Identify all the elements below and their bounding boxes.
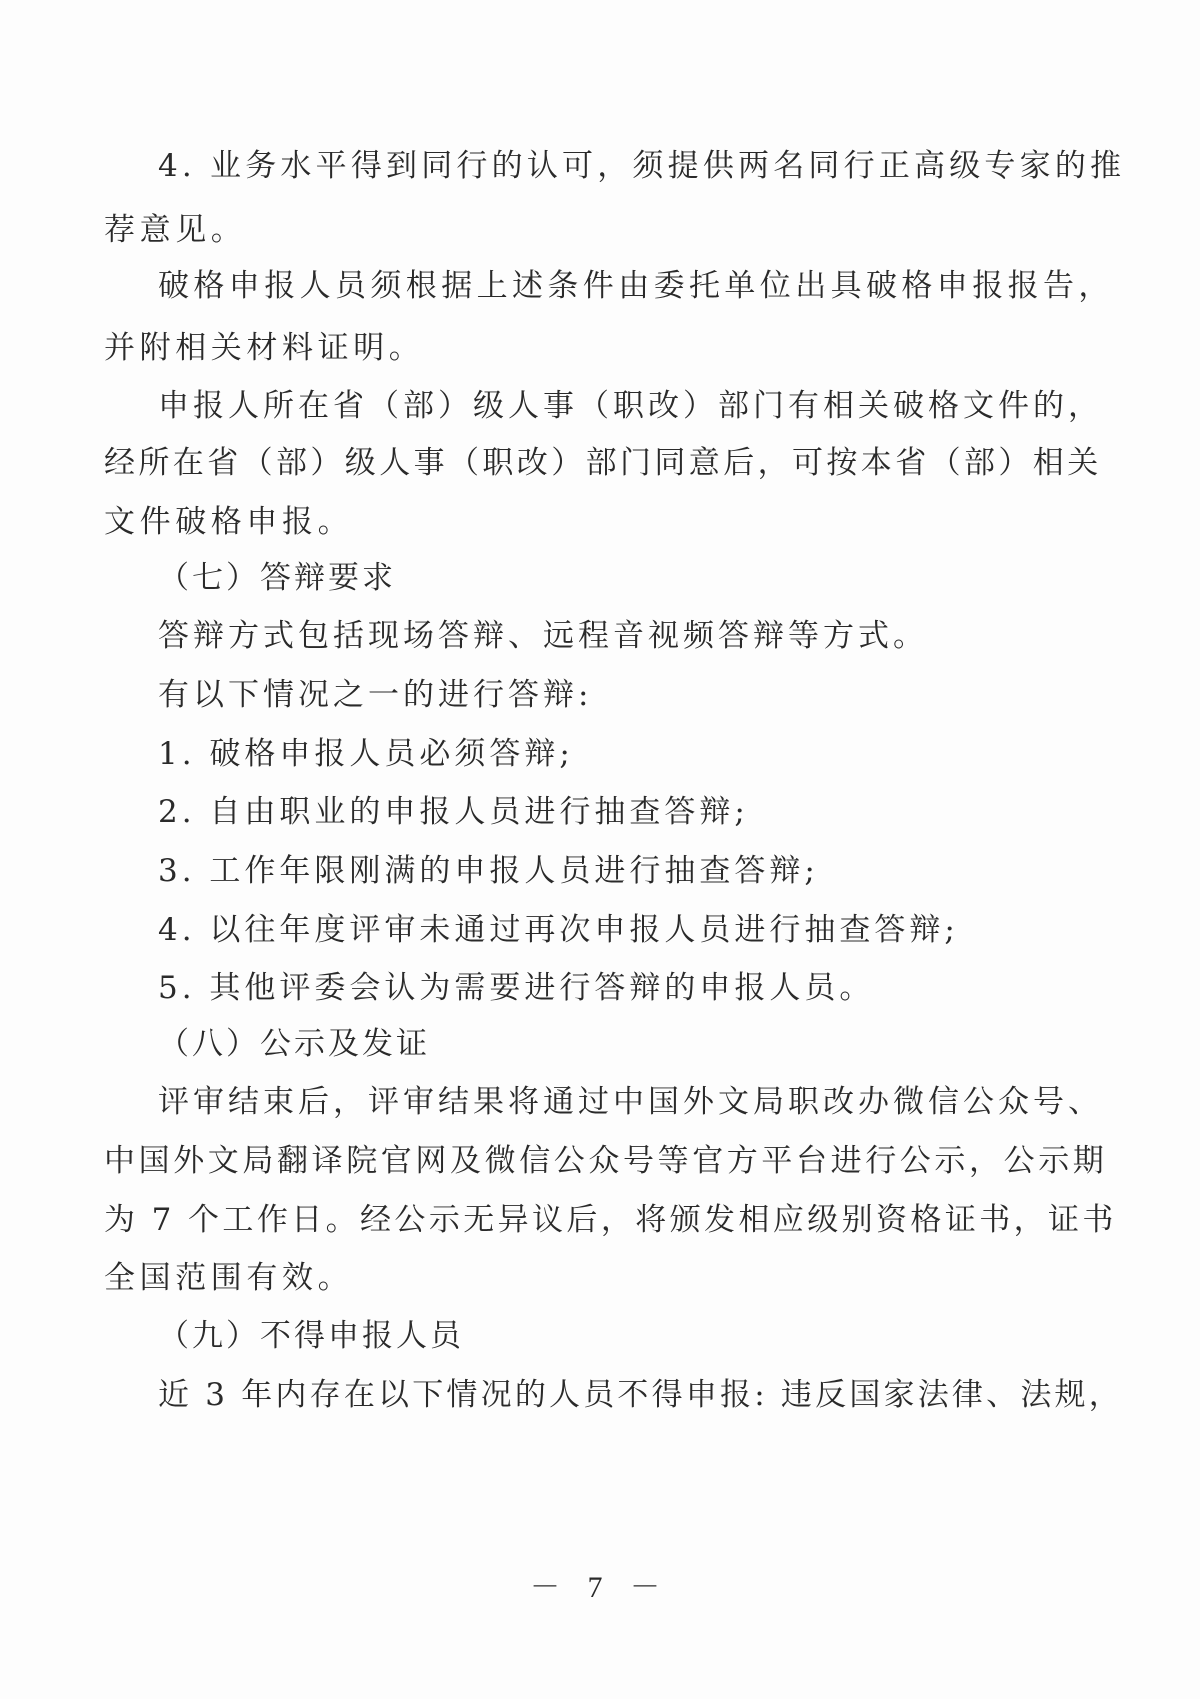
list-item-4: 4. 以往年度评审未通过再次申报人员进行抽查答辩; [158,912,959,948]
list-item-4-peer-recognition: 4. 业务水平得到同行的认可，须提供两名同行正高级专家的推 [158,148,1126,184]
paragraph-continuation: 为 7 个工作日。经公示无异议后，将颁发相应级别资格证书，证书 [104,1202,1117,1238]
paragraph-continuation: 荐意见。 [104,212,247,248]
paragraph-continuation: 全国范围有效。 [104,1260,354,1296]
paragraph-continuation: 经所在省（部）级人事（职改）部门同意后，可按本省（部）相关 [104,445,1102,481]
list-item-5: 5. 其他评委会认为需要进行答辩的申报人员。 [158,970,875,1006]
section-heading-publicity-certification: （八）公示及发证 [158,1026,430,1062]
section-heading-ineligible-applicants: （九）不得申报人员 [158,1318,464,1354]
paragraph-review-results: 评审结束后，评审结果将通过中国外文局职改办微信公众号、 [158,1084,1103,1120]
paragraph-defense-methods: 答辩方式包括现场答辩、远程音视频答辩等方式。 [158,618,928,654]
paragraph-continuation: 中国外文局翻译院官网及微信公众号等官方平台进行公示，公示期 [104,1143,1108,1179]
list-item-2: 2. 自由职业的申报人员进行抽查答辩; [158,794,749,830]
paragraph-continuation: 并附相关材料证明。 [104,330,425,366]
paragraph-continuation: 文件破格申报。 [104,504,354,540]
paragraph-exceptional-report: 破格申报人员须根据上述条件由委托单位出具破格申报报告， [158,268,1114,304]
paragraph-provincial-documents: 申报人所在省（部）级人事（职改）部门有相关破格文件的， [158,388,1103,424]
page-number: － 7 － [530,1571,670,1604]
list-item-3: 3. 工作年限刚满的申报人员进行抽查答辩; [158,853,819,889]
list-item-1: 1. 破格申报人员必须答辩; [158,736,574,772]
paragraph-ineligible-conditions: 近 3 年内存在以下情况的人员不得申报: 违反国家法律、法规， [158,1377,1123,1413]
section-heading-defense-requirements: （七）答辩要求 [158,560,396,596]
paragraph-defense-conditions: 有以下情况之一的进行答辩: [158,677,593,713]
